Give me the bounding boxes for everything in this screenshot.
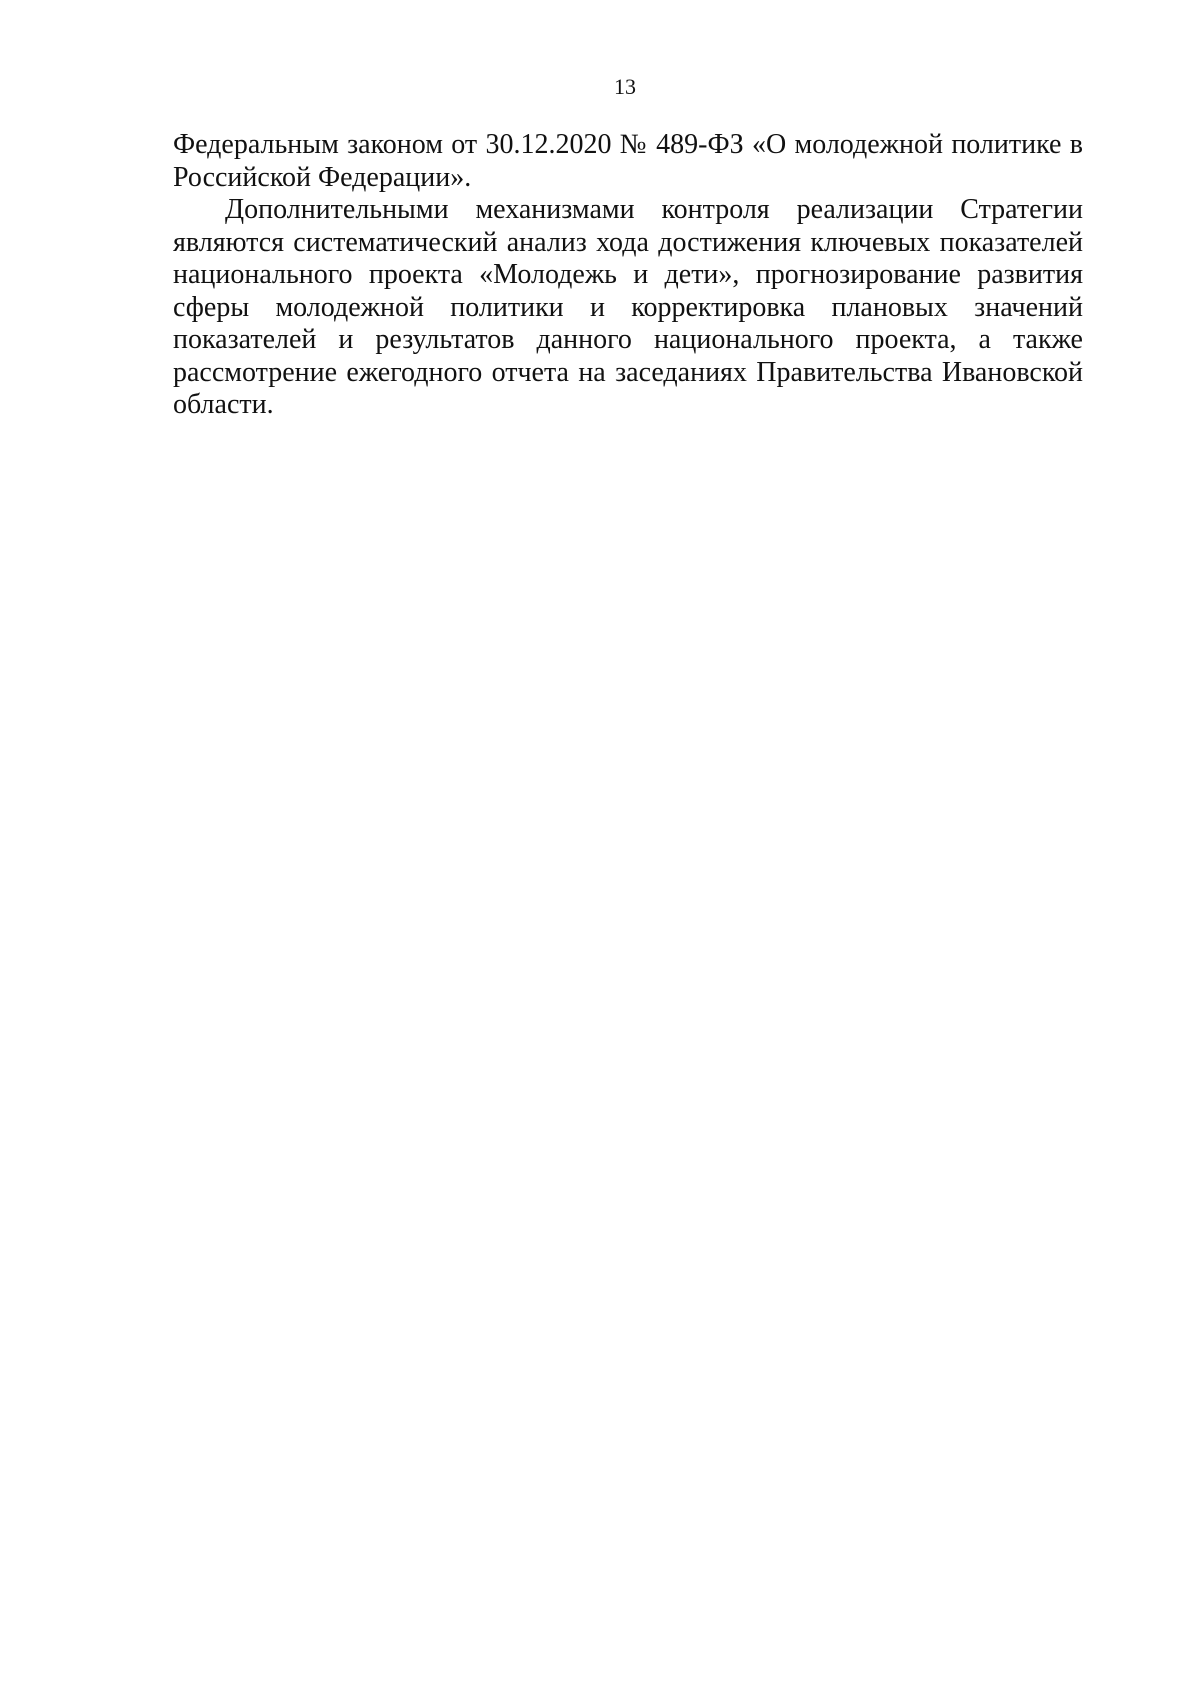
- page-number: 13: [614, 74, 636, 99]
- paragraph-control-mechanisms: Дополнительными механизмами контроля реализации Стратегии являются систематический анализ хода достижения ключевых показателей национального проекта «Молодежь и дети», прогнозирование развития сферы молодежной политики и корректировка плановых значений показателей и результатов данного национального проекта, а также рассмотрение ежегодного отчета на заседаниях Правительства Ивановской области.: [173, 194, 1083, 420]
- paragraph-continuation: Федеральным законом от 30.12.2020 № 489-ФЗ «О молодежной политике в Российской Федерации».: [173, 129, 1083, 193]
- document-body: [173, 129, 1083, 422]
